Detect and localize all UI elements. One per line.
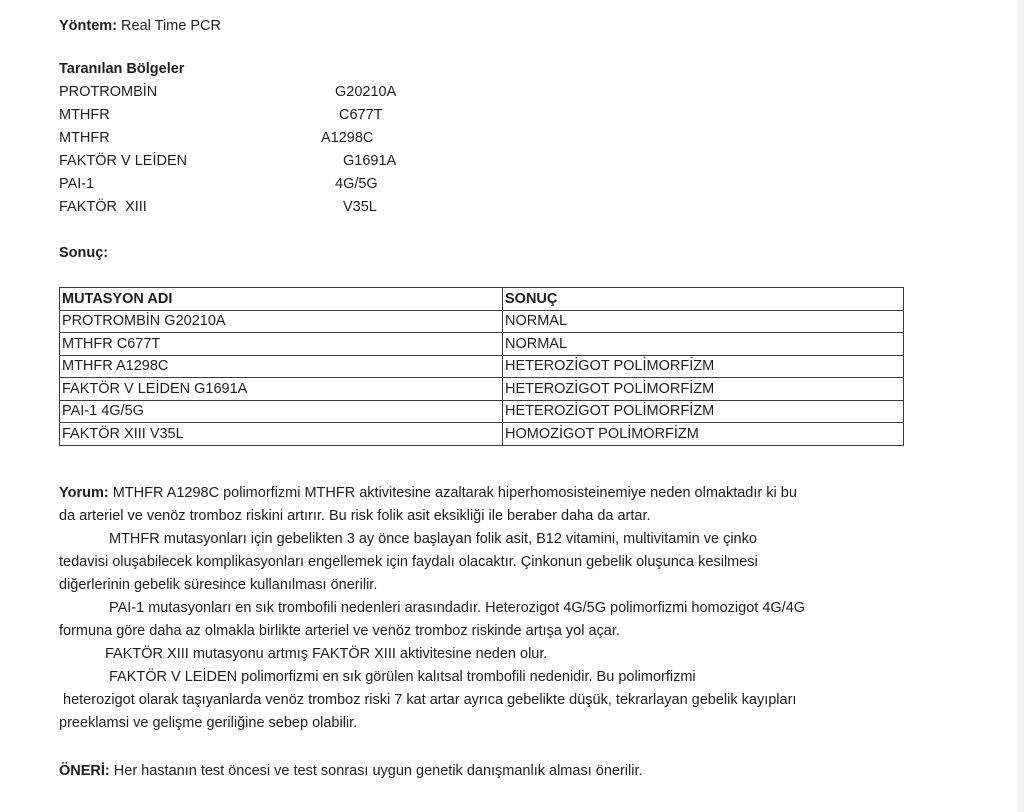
recommendation-text: Her hastanın test öncesi ve test sonrası uygun genetik danışmanlık alması önerilir. (109, 763, 643, 779)
region-code: C677T (339, 107, 383, 123)
result-cell: HOMOZİGOT POLİMORFİZM (503, 423, 904, 446)
result-cell: NORMAL (503, 310, 904, 333)
method-label: Yöntem: (59, 18, 117, 34)
table-header-row (60, 288, 904, 311)
mutation-name-cell: FAKTÖR V LEİDEN G1691A (60, 378, 503, 401)
comment-line: FAKTÖR V LEİDEN polimorfizmi en sık görülen kalıtsal trombofili nedenidir. Bu polimorfizmi (109, 669, 696, 685)
region-code: 4G/5G (335, 176, 378, 192)
mutation-name-cell: MTHFR A1298C (60, 355, 503, 378)
table-row (60, 400, 904, 423)
result-cell: HETEROZİGOT POLİMORFİZM (503, 355, 904, 378)
region-code: V35L (343, 199, 377, 215)
table-row (60, 333, 904, 356)
region-name: MTHFR (59, 130, 110, 146)
method-line (59, 17, 221, 35)
comment-label: Yorum: (59, 485, 109, 501)
results-table (59, 287, 904, 446)
region-code: A1298C (321, 130, 374, 146)
comment-line: preeklamsi ve gelişme geriliğine sebep olabilir. (59, 715, 358, 731)
header-mutation-name: MUTASYON ADI (60, 288, 503, 311)
region-name: FAKTÖR XIII (59, 199, 147, 215)
comment-line: heterozigot olarak taşıyanlarda venöz tromboz riski 7 kat artar ayrıca gebelikte düşük, tekrarlayan gebelik kayıpları (59, 692, 797, 708)
recommendation-label: ÖNERİ: (59, 763, 110, 779)
table-row (60, 310, 904, 333)
region-name: FAKTÖR V LEİDEN (59, 153, 188, 169)
table-row (60, 423, 904, 446)
comment-text: MTHFR A1298C polimorfizmi MTHFR aktivitesine azaltarak hiperhomosisteinemiye neden olmaktadır ki bu (108, 485, 797, 501)
region-code: G1691A (343, 153, 397, 169)
recommendation-line (59, 762, 643, 780)
result-title: Sonuç: (59, 245, 109, 261)
comment-line: diğerlerinin gebelik süresince kullanılması önerilir. (59, 577, 378, 593)
comment-line: MTHFR mutasyonları için gebelikten 3 ay önce başlayan folik asit, B12 vitamini, multivitamin ve çinko (109, 531, 757, 547)
mutation-name-cell: FAKTÖR XIII V35L (60, 423, 503, 446)
table-row (60, 378, 904, 401)
result-cell: NORMAL (503, 333, 904, 356)
region-code: G20210A (335, 84, 397, 100)
header-result: SONUÇ (503, 288, 904, 311)
comment-line: tedavisi oluşabilecek komplikasyonları engellemek için faydalı olacaktır. Çinkonun gebelik oluşunca kesilmesi (59, 554, 758, 570)
comment-line: FAKTÖR XIII mutasyonu artmış FAKTÖR XIII aktivitesine neden olur. (105, 646, 548, 662)
mutation-name-cell: PROTROMBİN G20210A (60, 310, 503, 333)
mutation-name-cell: PAI-1 4G/5G (60, 400, 503, 423)
comment-line: PAI-1 mutasyonları en sık trombofili nedenleri arasındadır. Heterozigot 4G/5G polimorfizmi homozigot 4G/4G (109, 600, 806, 616)
mutation-name-cell: MTHFR C677T (60, 333, 503, 356)
region-name: PAI-1 (59, 176, 95, 192)
regions-title: Taranılan Bölgeler (59, 61, 185, 77)
table-row (60, 355, 904, 378)
page-edge (1018, 0, 1024, 812)
region-name: MTHFR (59, 107, 110, 123)
result-cell: HETEROZİGOT POLİMORFİZM (503, 400, 904, 423)
result-cell: HETEROZİGOT POLİMORFİZM (503, 378, 904, 401)
method-value: Real Time PCR (121, 18, 221, 34)
region-name: PROTROMBİN (59, 84, 158, 100)
comment-line (59, 484, 797, 502)
comment-line: formuna göre daha az olmakla birlikte arteriel ve venöz tromboz riskinde artışa yol açar. (59, 623, 620, 639)
comment-line: da arteriel ve venöz tromboz riskini artırır. Bu risk folik asit eksikliği ile beraber daha da artar. (59, 508, 651, 524)
